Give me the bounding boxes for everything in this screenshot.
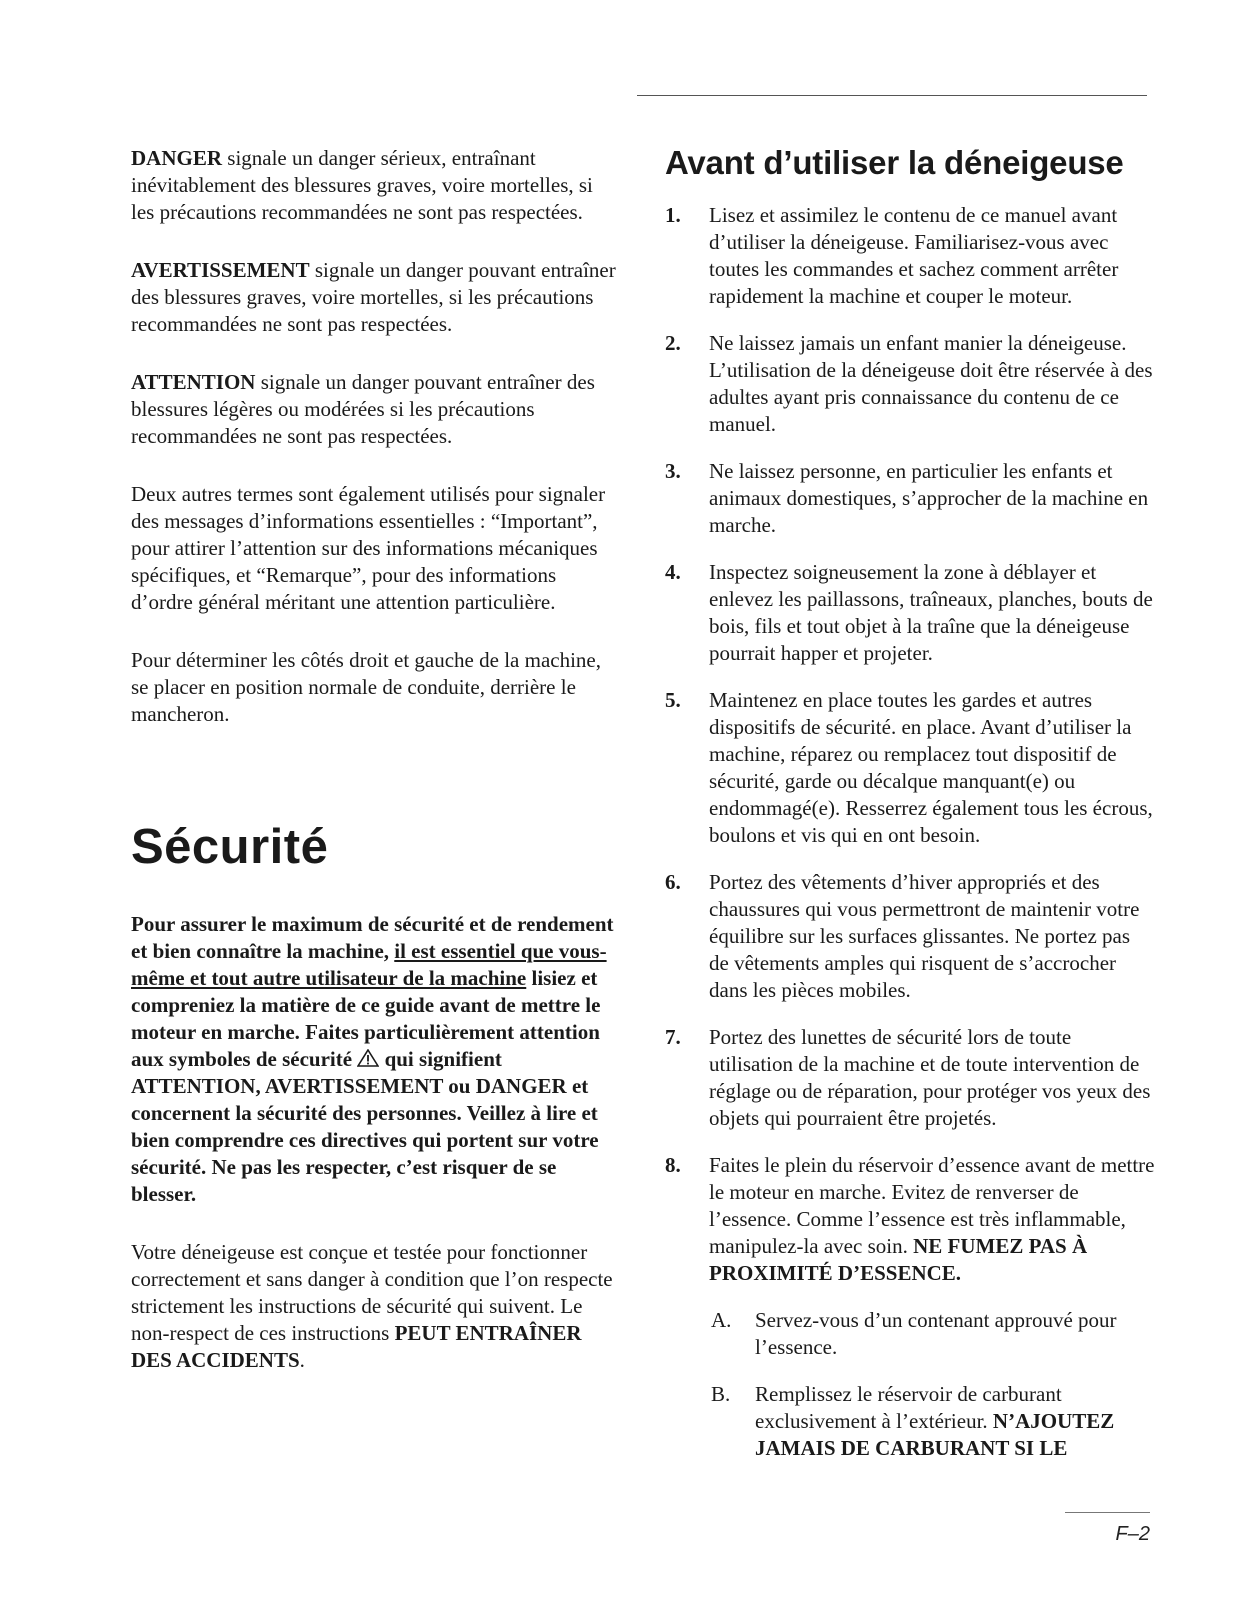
item-number: 5. <box>665 688 681 712</box>
sub-list <box>709 1307 1155 1462</box>
danger-term: DANGER <box>131 146 223 170</box>
list-item <box>665 687 1155 849</box>
item-number: 6. <box>665 870 681 894</box>
danger-definition <box>131 145 621 226</box>
attention-term: ATTENTION <box>131 370 256 394</box>
attention-definition <box>131 369 621 450</box>
item-number: 4. <box>665 560 681 584</box>
danger-text: signale un danger sérieux, entraînant inévitablement des blessures graves, voire mortelles, si les précautions recommandées ne sont pas respectées. <box>131 146 593 224</box>
closing-bold: PEUT ENTRAÎNER DES ACCIDENTS <box>131 1321 582 1372</box>
item-text: Inspectez soigneusement la zone à déblayer et enlevez les paillassons, traîneaux, planches, bouts de bois, fils et tout objet à la traîne que la déneigeuse pourrait happer et projeter. <box>709 560 1153 665</box>
sub-list-item <box>709 1307 1155 1361</box>
closing-text: Votre déneigeuse est conçue et testée pour fonctionner correctement et sans danger à condition que l’on respecte strictement les instructions de sécurité qui suivent. Le non-respect de ces instructions <box>131 1240 613 1345</box>
list-item <box>665 202 1155 310</box>
closing-paragraph <box>131 1239 621 1374</box>
intro-part3: qui signifient ATTENTION, AVERTISSEMENT ou DANGER et concernent la sécurité des personnes. Veillez à lire et bien comprendre ces directives qui portent sur votre sécurité. Ne pas les respecter, c’est risquer de se blesser. <box>131 1047 599 1206</box>
item-number: 2. <box>665 331 681 355</box>
closing-end: . <box>299 1348 305 1372</box>
footer-rule <box>1065 1512 1150 1513</box>
item-text: Maintenez en place toutes les gardes et autres dispositifs de sécurité. en place. Avant d’utiliser la machine, réparez ou remplacez tout dispositif de sécurité, garde ou décalque manquant(e) ou endommagé(e). Resserrez également tous les écrous, boulons et vis qui en ont besoin. <box>709 688 1153 847</box>
sub-letter: A. <box>711 1308 732 1332</box>
item-text: Lisez et assimilez le contenu de ce manuel avant d’utiliser la déneigeuse. Familiarisez-vous avec toutes les commandes et sachez comment arrêter rapidement la machine et couper le moteur. <box>709 203 1119 308</box>
avertissement-definition <box>131 257 621 338</box>
list-item <box>665 1152 1155 1462</box>
item-number: 3. <box>665 459 681 483</box>
item-text: Faites le plein du réservoir d’essence avant de mettre le moteur en marche. Evitez de renverser de l’essence. Comme l’essence est très inflammable, manipulez-la avec soin. <box>709 1153 1155 1258</box>
list-item <box>665 458 1155 539</box>
other-terms-paragraph: Deux autres termes sont également utilisés pour signaler des messages d’informations essentielles : “Important”, pour attirer l’attention sur des informations mécaniques spécifiques, et “Remarque”, pour des informations d’ordre général méritant une attention particulière. <box>131 482 606 614</box>
avertissement-text: signale un danger pouvant entraîner des blessures graves, voire mortelles, si les précautions recommandées ne sont pas respectées. <box>131 258 616 336</box>
attention-text: signale un danger pouvant entraîner des blessures légères ou modérées si les précautions recommandées ne sont pas respectées. <box>131 370 595 448</box>
right-column <box>665 143 1155 1482</box>
safety-intro <box>131 911 621 1208</box>
item-text: Ne laissez personne, en particulier les enfants et animaux domestiques, s’approcher de la machine en marche. <box>709 459 1149 537</box>
safety-alert-icon <box>357 1049 379 1067</box>
before-use-heading: Avant d’utiliser la déneigeuse <box>665 144 1124 181</box>
item-text: Portez des lunettes de sécurité lors de toute utilisation de la machine et de toute intervention de réglage ou de réparation, pour protéger vos yeux des objets qui pourraient être projetés. <box>709 1025 1151 1130</box>
left-column <box>131 145 621 1405</box>
intro-underlined: il est essentiel que vous-même et tout autre utilisateur de la machine <box>131 939 607 990</box>
page-number: F–2 <box>1115 1523 1150 1545</box>
securite-heading: Sécurité <box>131 820 329 874</box>
header-rule <box>637 95 1147 96</box>
item-bold: NE FUMEZ PAS À PROXIMITÉ D’ESSENCE. <box>709 1234 1088 1285</box>
list-item <box>665 869 1155 1004</box>
avertissement-term: AVERTISSEMENT <box>131 258 310 282</box>
intro-part1: Pour assurer le maximum de sécurité et de rendement et bien connaître la machine, <box>131 912 614 963</box>
intro-part2: lisiez et compreniez la matière de ce guide avant de mettre le moteur en marche. Faites particulièrement attention aux symboles de sécurité <box>131 966 601 1071</box>
sub-letter: B. <box>711 1382 731 1406</box>
sub-bold: N’AJOUTEZ JAMAIS DE CARBURANT SI LE <box>755 1409 1115 1460</box>
item-number: 8. <box>665 1153 681 1177</box>
item-number: 1. <box>665 203 681 227</box>
item-number: 7. <box>665 1025 681 1049</box>
sub-list-item <box>709 1381 1155 1462</box>
list-item <box>665 1024 1155 1132</box>
list-item <box>665 330 1155 438</box>
sub-text: Servez-vous d’un contenant approuvé pour l’essence. <box>755 1308 1117 1359</box>
item-text: Ne laissez jamais un enfant manier la déneigeuse. L’utilisation de la déneigeuse doit être réservée à des adultes ayant pris connaissance du contenu de ce manuel. <box>709 331 1153 436</box>
sub-text: Remplissez le réservoir de carburant exclusivement à l’extérieur. <box>755 1382 1062 1433</box>
sides-paragraph: Pour déterminer les côtés droit et gauche de la machine, se placer en position normale de conduite, derrière le mancheron. <box>131 648 601 726</box>
list-item <box>665 559 1155 667</box>
item-text: Portez des vêtements d’hiver appropriés et des chaussures qui vous permettront de maintenir votre équilibre sur les surfaces glissantes. Ne portez pas de vêtements amples qui risquent de s’accrocher dans les pièces mobiles. <box>709 870 1140 1002</box>
instructions-list <box>665 202 1155 1462</box>
